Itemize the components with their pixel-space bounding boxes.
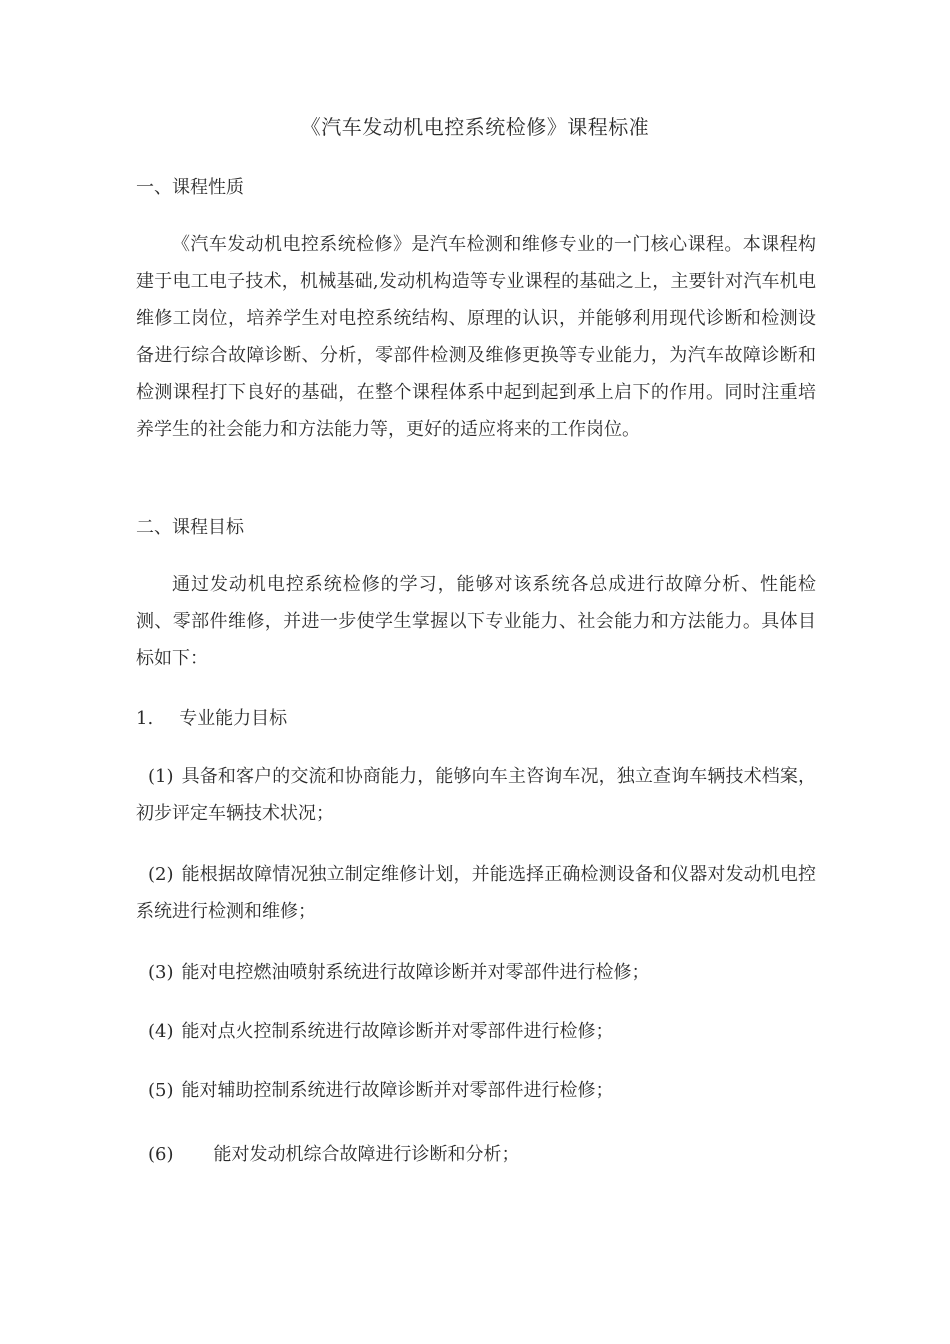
document-title: 《汽车发动机电控系统检修》课程标准	[300, 115, 650, 139]
list-item	[136, 954, 816, 991]
list-item-text: 具备和客户的交流和协商能力，能够向车主咨询车况，独立查询车辆技术档案，初步评定车辆技术状况；	[136, 766, 816, 824]
list-item-number: (2)	[148, 864, 174, 885]
list-item-text: 能对发动机综合故障进行诊断和分析；	[213, 1144, 520, 1165]
section-paragraph-course-nature: 《汽车发动机电控系统检修》是汽车检测和维修专业的一门核心课程。本课程构建于电工电子技术，机械基础,发动机构造等专业课程的基础之上，主要针对汽车机电维修工岗位，培养学生对电控系统结构、原理的认识，并能够利用现代诊断和检测设备进行综合故障诊断、分析，零部件检测及维修更换等专业能力，为汽车故障诊断和检测课程打下良好的基础，在整个课程体系中起到起到承上启下的作用。同时注重培养学生的社会能力和方法能力等，更好的适应将来的工作岗位。	[136, 234, 816, 440]
list-item	[136, 1013, 816, 1050]
list-item-number: (4)	[148, 1021, 174, 1042]
list-item-text: 能对电控燃油喷射系统进行故障诊断并对零部件进行检修；	[181, 962, 650, 983]
section-heading-course-nature: 一、课程性质	[136, 177, 244, 198]
list-item	[136, 1072, 816, 1109]
list-item	[136, 856, 816, 930]
list-item-text: 能根据故障情况独立制定维修计划，并能选择正确检测设备和仪器对发动机电控系统进行检测和维修；	[136, 864, 816, 922]
list-item-text: 能对辅助控制系统进行故障诊断并对零部件进行检修；	[181, 1080, 614, 1101]
subsection-label: 专业能力目标	[179, 708, 288, 729]
list-item-number: (6)	[148, 1144, 174, 1165]
list-item	[136, 1136, 816, 1173]
list-item-number: (5)	[148, 1080, 174, 1101]
subsection-number: 1.	[136, 708, 154, 729]
section-heading-course-goals: 二、课程目标	[136, 517, 244, 538]
list-item-text: 能对点火控制系统进行故障诊断并对零部件进行检修；	[181, 1021, 614, 1042]
list-item-number: (1)	[148, 766, 174, 787]
list-item	[136, 758, 816, 832]
list-item-number: (3)	[148, 962, 174, 983]
subsection-heading-professional-goals	[136, 700, 816, 737]
section-paragraph-course-goals: 通过发动机电控系统检修的学习，能够对该系统各总成进行故障分析、性能检测、零部件维修，并进一步使学生掌握以下专业能力、社会能力和方法能力。具体目标如下：	[136, 574, 816, 669]
